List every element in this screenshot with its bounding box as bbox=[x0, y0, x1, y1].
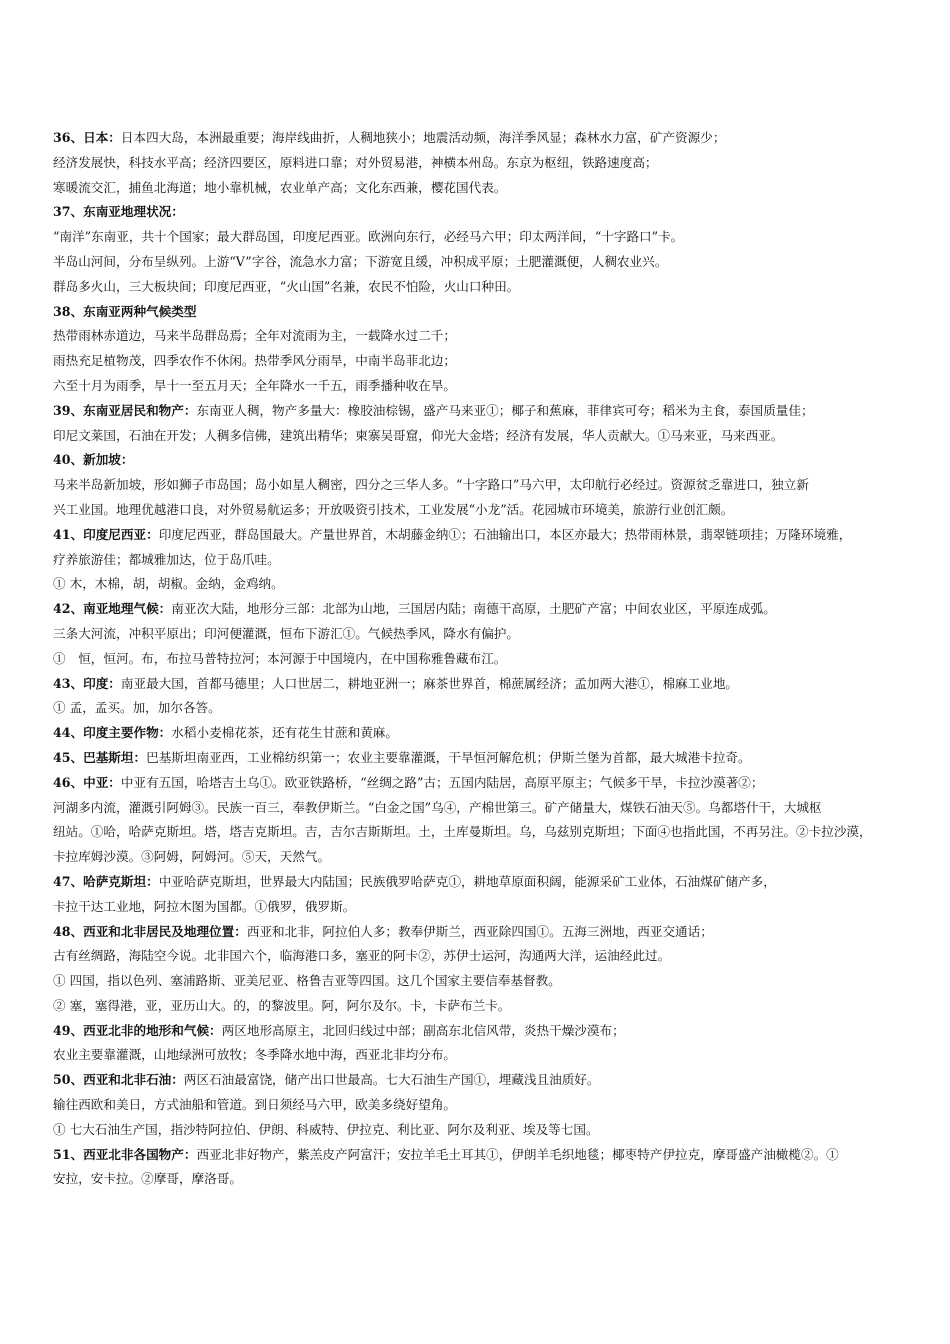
section-38-line-3: 六至十月为雨季，旱十一至五月天；全年降水一千五，雨季播种收在旱。 bbox=[53, 377, 456, 393]
section-heading: 51、西亚北非各国物产： bbox=[53, 1146, 197, 1162]
section-text: 中亚哈萨克斯坦，世界最大内陆国；民族俄罗哈萨克①，耕地草原面积阔，能源采矿工业体，石油煤矿储产多， bbox=[158, 873, 776, 889]
section-42-line-1 bbox=[53, 597, 908, 622]
section-heading: 36、日本： bbox=[53, 130, 121, 145]
section-50-line-2: 输往西欧和美日，方式油船和管道。到日须经马六甲，欧美多绕好望角。 bbox=[53, 1097, 456, 1113]
section-46-line-2: 河湖多内流，灌溉引阿姆③。民族一百三，奉教伊斯兰。“白金之国”乌④，产棉世第三。矿产储量大，煤铁石油天⑤。乌都塔什干，大城枢 bbox=[53, 799, 822, 815]
section-48-line-2: 古有丝绸路，海陆空今说。北非国六个，临海港口多，塞亚的阿卡②，苏伊士运河，沟通两大洋，运油经此过。 bbox=[53, 948, 671, 964]
section-51-line-1 bbox=[53, 1143, 908, 1168]
section-41-note: ① 木，木棉，胡，胡椒。金纳，金鸡纳。 bbox=[53, 576, 284, 592]
section-text: 西亚和北非，阿拉伯人多；教奉伊斯兰，西亚除四国①。五海三洲地，西亚交通话； bbox=[246, 923, 713, 939]
section-50-note: ① 七大石油生产国，指沙特阿拉伯、伊朗、科威特、伊拉克、利比亚、阿尔及利亚、埃及等七国。 bbox=[53, 1121, 599, 1137]
section-47-line-1 bbox=[53, 870, 908, 895]
section-text: 日本四大岛，本洲最重要；海岸线曲折，人稠地狭小；地震活动频，海洋季风显；森林水力富，矿产资源少； bbox=[120, 130, 726, 145]
section-text: 巴基斯坦南亚西，工业棉纺织第一；农业主要靠灌溉，干旱恒河解危机；伊斯兰堡为首都，最大城港卡拉奇。 bbox=[146, 749, 751, 765]
section-39-line-2: 印尼文莱国，石油在开发；人稠多信佛，建筑出精华；柬寨吴哥窟，仰光大金塔；经济有发展，华人贡献大。①马来亚，马来西亚。 bbox=[53, 427, 784, 443]
section-40-heading bbox=[53, 448, 908, 473]
section-heading: 44、印度主要作物： bbox=[53, 725, 172, 741]
section-text: 水稻小麦棉花茶，还有花生甘蔗和黄麻。 bbox=[171, 725, 398, 741]
section-38-line-1: 热带雨林赤道边，马来半岛群岛焉；全年对流雨为主，一载降水过二千； bbox=[53, 328, 456, 344]
section-text: 东南亚人稠，物产多量大：橡胶油棕锡，盛产马来亚①；椰子和蕉麻，菲律宾可夸；稻米为主食，泰国质量佳； bbox=[196, 402, 814, 418]
section-51-line-2: 安拉，安卡拉。②摩哥，摩洛哥。 bbox=[53, 1171, 242, 1187]
section-36-line-3: 寒暖流交汇，捕鱼北海道；地小靠机械，农业单产高；文化东西兼，樱花国代表。 bbox=[53, 179, 507, 195]
section-36-line-1 bbox=[53, 126, 908, 151]
section-40-line-2: 兴工业国。地理优越港口良，对外贸易航运多；开放吸资引技术，工业发展“小龙”活。花园城市环境美，旅游行业创汇颇。 bbox=[53, 501, 734, 517]
section-37-line-3: 群岛多火山，三大板块间；印度尼西亚，“火山国”名兼，农民不怕险，火山口种田。 bbox=[53, 278, 520, 294]
section-41-line-2: 疗养旅游佳；都城雅加达，位于岛爪哇。 bbox=[53, 551, 280, 567]
document-body bbox=[53, 126, 908, 1192]
section-heading: 40、新加坡： bbox=[53, 452, 134, 468]
section-39-line-1 bbox=[53, 399, 908, 424]
section-46-line-3: 纽站。①哈，哈萨克斯坦。塔，塔吉克斯坦。吉，吉尔吉斯斯坦。土，土库曼斯坦。乌，乌兹别克斯坦；下面④也指此国，不再另注。②卡拉沙漠， bbox=[53, 824, 872, 840]
section-heading: 37、东南亚地理状况： bbox=[53, 204, 184, 220]
section-heading: 46、中亚： bbox=[53, 774, 121, 790]
section-49-line-1 bbox=[53, 1019, 908, 1044]
section-42-note: ① 恒，恒河。布，布拉马普特拉河；本河源于中国境内，在中国称雅鲁藏布江。 bbox=[53, 650, 507, 666]
section-text: 南亚最大国，首都马德里；人口世居二，耕地亚洲一；麻茶世界首，棉蔗属经济；孟加两大港①，棉麻工业地。 bbox=[120, 675, 738, 691]
section-48-line-1 bbox=[53, 920, 908, 945]
section-37-heading bbox=[53, 200, 908, 225]
section-40-line-1: 马来半岛新加坡，形如狮子市岛国；岛小如星人稠密，四分之三华人多。“十字路口”马六甲，太印航行必经过。资源贫乏靠进口，独立新 bbox=[53, 477, 809, 493]
section-heading: 45、巴基斯坦： bbox=[53, 749, 147, 765]
section-heading: 49、西亚北非的地形和气候： bbox=[53, 1022, 222, 1038]
section-42-line-2: 三条大河流，冲积平原出；印河便灌溉，恒布下游汇①。气候热季风，降水有偏护。 bbox=[53, 625, 519, 641]
section-38-heading bbox=[53, 300, 908, 325]
section-text: 南亚次大陆，地形分三部：北部为山地，三国居内陆；南德干高原，土肥矿产富；中间农业区，平原连成弧。 bbox=[171, 601, 776, 617]
section-48-note-2: ② 塞，塞得港，亚，亚历山大。的，的黎波里。阿，阿尔及尔。卡，卡萨布兰卡。 bbox=[53, 997, 511, 1013]
section-heading: 43、印度： bbox=[53, 675, 121, 691]
section-text: 西亚北非好物产，紫羔皮产阿富汗；安拉羊毛土耳其①，伊朗羊毛织地毯；椰枣特产伊拉克，摩哥盛产油橄榄②。① bbox=[196, 1146, 839, 1162]
section-37-line-1: “南洋”东南亚，共十个国家；最大群岛国，印度尼西亚。欧洲向东行，必经马六甲；印太两洋间，“十字路口”卡。 bbox=[53, 229, 684, 245]
section-heading: 39、东南亚居民和物产： bbox=[53, 402, 197, 418]
section-text: 两区地形高原主，北回归线过中部；副高东北信风带，炎热干燥沙漠布； bbox=[221, 1022, 625, 1038]
section-heading: 50、西亚和北非石油： bbox=[53, 1072, 184, 1088]
section-48-note-1: ① 四国，指以色列、塞浦路斯、亚美尼亚、格鲁吉亚等四国。这几个国家主要信奉基督教。 bbox=[53, 973, 561, 989]
section-43-note: ① 孟，孟买。加，加尔各答。 bbox=[53, 700, 221, 716]
section-46-line-1 bbox=[53, 771, 908, 796]
section-heading: 47、哈萨克斯坦： bbox=[53, 873, 159, 889]
section-38-line-2: 雨热充足植物茂，四季农作不休闲。热带季风分雨旱，中南半岛菲北边； bbox=[53, 353, 456, 369]
section-heading: 42、南亚地理气候： bbox=[53, 601, 172, 617]
section-46-line-4: 卡拉库姆沙漠。③阿姆，阿姆河。⑤天，天然气。 bbox=[53, 849, 331, 865]
section-43-line-1 bbox=[53, 672, 908, 697]
section-heading: 48、西亚和北非居民及地理位置： bbox=[53, 923, 247, 939]
section-text: 印度尼西亚，群岛国最大。产量世界首，木胡藤金纳①；石油输出口，本区亦最大；热带雨林景，翡翠链项挂；万隆环境雅， bbox=[158, 526, 852, 542]
section-text: 中亚有五国，哈塔吉土乌①。欧亚铁路桥，“丝绸之路”古；五国内陆居，高原平原主；气候多干旱，卡拉沙漠著②； bbox=[120, 774, 764, 790]
section-44-line-1 bbox=[53, 721, 908, 746]
section-37-line-2: 半岛山河间，分布呈纵列。上游“V”字谷，流急水力富；下游宽且缓，冲积成平原；土肥灌溉便，人稠农业兴。 bbox=[53, 253, 668, 269]
section-45-line-1 bbox=[53, 746, 908, 771]
section-heading: 38、东南亚两种气候类型 bbox=[53, 303, 197, 319]
section-text: 两区石油最富饶，储产出口世最高。七大石油生产国①，埋藏浅且油质好。 bbox=[183, 1072, 600, 1088]
section-41-line-1 bbox=[53, 523, 908, 548]
section-heading: 41、印度尼西亚： bbox=[53, 526, 159, 542]
section-36-line-2: 经济发展快，科技水平高；经济四要区，原料进口靠；对外贸易港，神横本州岛。东京为枢纽，铁路速度高； bbox=[53, 154, 658, 170]
section-47-line-2: 卡拉干达工业地，阿拉木图为国都。①俄罗，俄罗斯。 bbox=[53, 898, 356, 914]
section-50-line-1 bbox=[53, 1068, 908, 1093]
section-49-line-2: 农业主要靠灌溉，山地绿洲可放牧；冬季降水地中海，西亚北非均分布。 bbox=[53, 1047, 456, 1063]
